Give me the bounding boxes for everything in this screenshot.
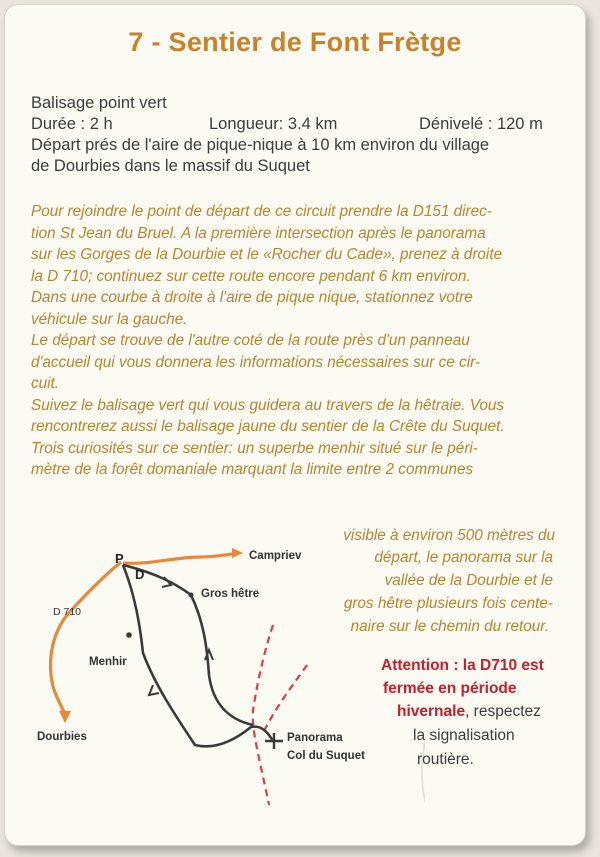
body-line: Suivez le balisage vert qui vous guidera au travers de la hêtraie. Vous (31, 396, 505, 414)
label-menhir: Menhir (89, 656, 127, 668)
page-title: 7 - Sentier de Font Frètge (128, 27, 462, 57)
body-line: tion St Jean du Bruel. A la première intersection après le panorama (31, 224, 486, 242)
depart-line-2: de Dourbies dans le massif du Suquet (31, 157, 310, 175)
body-line: véhicule sur la gauche. (31, 310, 188, 328)
body-line: naire sur le chemin du retour. (350, 618, 549, 635)
body-line: la D 710; continuez sur cette route encore pendant 6 km environ. (31, 267, 471, 285)
body-line: Pour rejoindre le point de départ de ce circuit prendre la D151 direc- (31, 203, 492, 220)
body-line: sur les Gorges de la Dourbie et le «Rocher du Cade», prenez à droite (31, 246, 503, 263)
balisage-line: Balisage point vert (31, 94, 167, 112)
attention-line-1 (381, 655, 544, 676)
body-line: d'accueil qui vous donnera les informations nécessaires sur ce cir- (31, 353, 481, 371)
attention-text: Attention : la D710 est (381, 657, 544, 674)
body-line: gros hêtre plusieurs fois cente- (343, 595, 553, 612)
body-line: vallée de la Dourbie et le (384, 572, 553, 589)
dashed-route-branch (263, 665, 307, 733)
attention-line-5: routière. (417, 751, 474, 768)
attention-line-2 (383, 678, 517, 699)
stats-row (31, 114, 571, 135)
label-d710: D 710 (53, 606, 82, 618)
longueur: Longueur: 3.4 km (209, 115, 338, 133)
body-line: départ, le panorama sur la (374, 549, 553, 566)
dashed-route-main (253, 625, 273, 805)
attention-line-4: la signalisation (413, 727, 515, 744)
duree: Durée : 2 h (31, 115, 113, 133)
body-line: Dans une courbe à droite à l'aire de pique nique, stationnez votre (31, 289, 473, 306)
body-line: Le départ se trouve de l'autre coté de la route près d'un panneau (31, 332, 470, 349)
body-line: mètre de la forêt domaniale marquant la limite entre 2 communes (31, 461, 474, 478)
attention-text: hivernale (397, 703, 466, 720)
label-p: P (115, 551, 124, 566)
label-campriev: Campriev (249, 550, 302, 562)
trail-meta (31, 93, 571, 177)
label-panorama: Panorama (287, 732, 343, 744)
road-to-campriev (123, 553, 239, 563)
description (31, 201, 571, 481)
label-dourbies: Dourbies (37, 731, 87, 743)
label-gros-hetre: Gros hêtre (201, 588, 260, 600)
label-d: D (135, 567, 145, 582)
body-line: Trois curiosités sur ce sentier: un superbe menhir situé sur le péri- (31, 439, 478, 457)
label-col-du-suquet: Col du Suquet (287, 750, 365, 762)
dourbies-arrow-icon (59, 711, 71, 723)
depart-line-1: Départ prés de l'aire de pique-nique à 10 km environ du village (31, 136, 490, 154)
denivele: Dénivelé : 120 m (419, 115, 543, 133)
menhir-marker-icon (126, 632, 132, 638)
road-d710 (51, 562, 121, 715)
gros-hetre-marker-icon (189, 593, 194, 598)
attention-text: fermée en période (383, 680, 517, 697)
body-line: visible à environ 500 mètres du (343, 527, 555, 544)
attention-line-3 (397, 701, 541, 722)
body-line: rencontrerez aussi le balisage jaune du sentier de la Crête du Suquet. (31, 418, 505, 435)
attention-rest: , respectez (465, 703, 541, 720)
campriev-arrow-icon (232, 548, 243, 558)
body-line: cuit. (31, 375, 60, 392)
trail-map (25, 535, 425, 835)
trail-card (4, 4, 586, 846)
